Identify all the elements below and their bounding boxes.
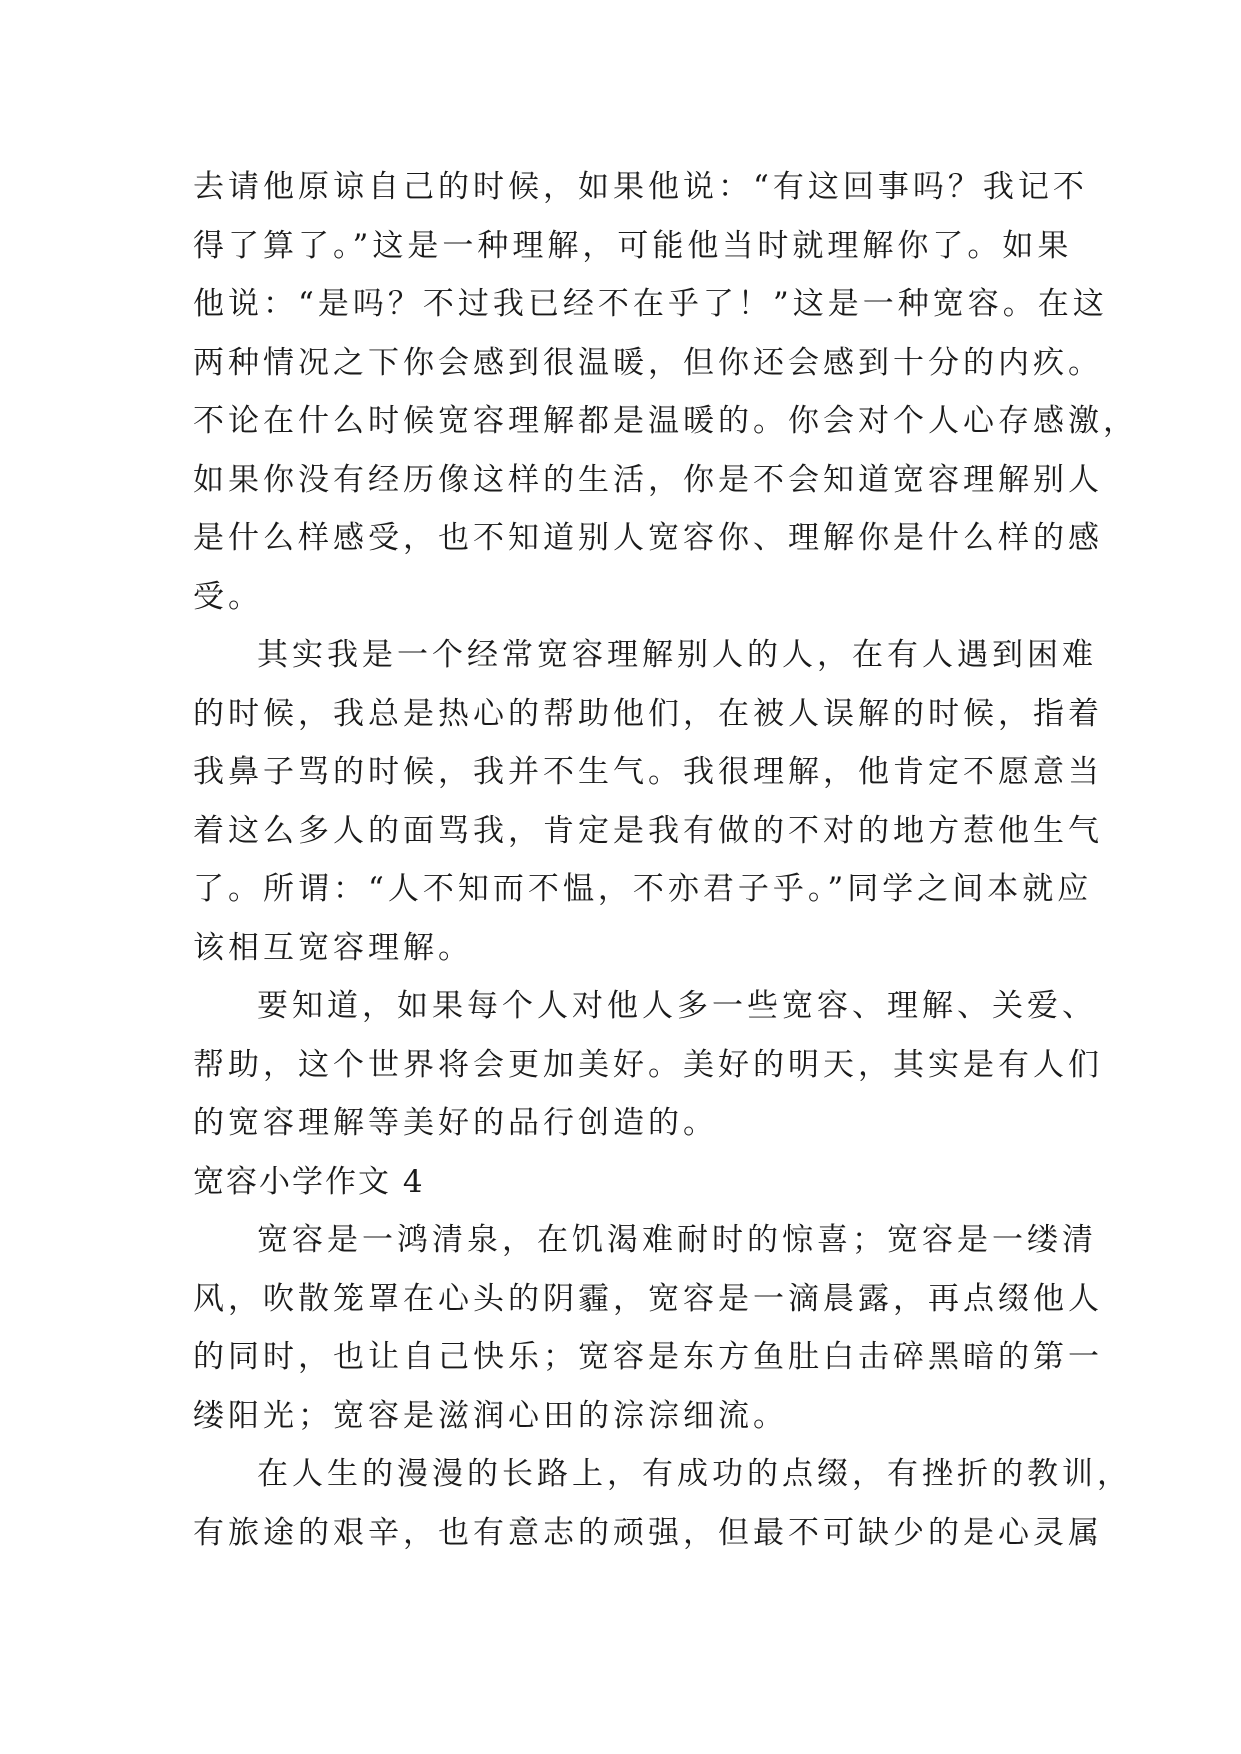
document-body	[193, 158, 1138, 1562]
text-line: 缕阳光；宽容是滋润心田的淙淙细流。	[193, 1397, 788, 1434]
text-line: 了。所谓：“人不知而不愠，不亦君子乎。”同学之间本就应	[193, 871, 1093, 907]
paragraph-first-line: 要知道，如果每个人对他人多一些宽容、理解、关爱、	[257, 988, 1097, 1024]
text-line: 他说：“是吗？不过我已经不在乎了！”这是一种宽容。在这	[193, 286, 1108, 322]
text-line: 去请他原谅自己的时候，如果他说：“有这回事吗？我记不	[193, 169, 1088, 205]
text-line: 的时候，我总是热心的帮助他们，在被人误解的时候，指着	[193, 695, 1103, 732]
paragraph-first-line: 在人生的漫漫的长路上，有成功的点缀，有挫折的教训，	[257, 1456, 1132, 1492]
paragraph-first-line: 其实我是一个经常宽容理解别人的人，在有人遇到困难	[257, 637, 1097, 673]
text-line: 不论在什么时候宽容理解都是温暖的。你会对个人心存感激，	[193, 403, 1138, 439]
text-line: 是什么样感受，也不知道别人宽容你、理解你是什么样的感	[193, 520, 1103, 556]
text-line: 着这么多人的面骂我，肯定是我有做的不对的地方惹他生气	[193, 812, 1103, 849]
section-heading: 宽容小学作文 4	[193, 1163, 425, 1200]
text-line: 有旅途的艰辛，也有意志的顽强，但最不可缺少的是心灵属	[193, 1514, 1103, 1551]
text-line: 得了算了。”这是一种理解，可能他当时就理解你了。如果	[193, 227, 1073, 264]
text-line: 如果你没有经历像这样的生活，你是不会知道宽容理解别人	[193, 461, 1103, 498]
text-line: 的同时，也让自己快乐；宽容是东方鱼肚白击碎黑暗的第一	[193, 1339, 1103, 1375]
text-line: 该相互宽容理解。	[193, 929, 473, 966]
paragraph-first-line: 宽容是一鸿清泉，在饥渴难耐时的惊喜；宽容是一缕清	[257, 1222, 1097, 1258]
text-line: 受。	[193, 578, 263, 615]
text-line: 两种情况之下你会感到很温暖，但你还会感到十分的内疚。	[193, 344, 1103, 381]
text-line: 我鼻子骂的时候，我并不生气。我很理解，他肯定不愿意当	[193, 754, 1103, 790]
text-line: 帮助，这个世界将会更加美好。美好的明天，其实是有人们	[193, 1046, 1103, 1083]
text-line: 的宽容理解等美好的品行创造的。	[193, 1105, 718, 1141]
text-line: 风，吹散笼罩在心头的阴霾，宽容是一滴晨露，再点缀他人	[193, 1280, 1103, 1317]
